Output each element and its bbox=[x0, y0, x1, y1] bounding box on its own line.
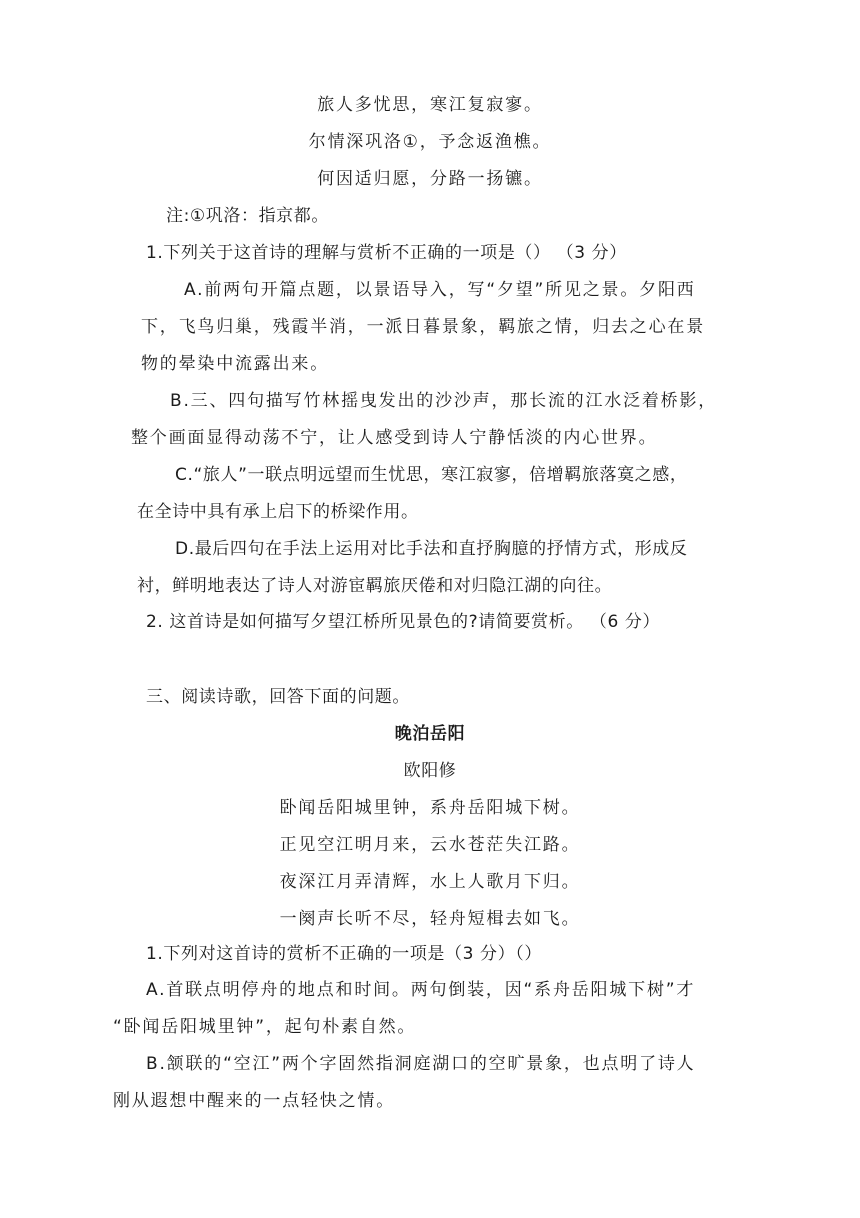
poem2-line-3: 夜深江月弄清辉，水上人歌月下归。 bbox=[279, 872, 581, 892]
poem2-author: 欧阳修 bbox=[403, 761, 457, 781]
option-a-line-2: 下，飞鸟归巢，残霞半消，一派日暮景象，羁旅之情，归去之心在景 bbox=[141, 317, 705, 337]
option-d-line-1: D.最后四句在手法上运用对比手法和直抒胸臆的抒情方式，形成反 bbox=[175, 539, 688, 559]
question-1: 1.下列关于这首诗的理解与赏析不正确的一项是（） （3 分） bbox=[146, 243, 627, 263]
section3-question-1: 1.下列对这首诗的赏析不正确的一项是（3 分）（） bbox=[146, 944, 542, 964]
option-a-line-3: 物的晕染中流露出来。 bbox=[141, 354, 329, 374]
option-c-line-2: 在全诗中具有承上启下的桥梁作用。 bbox=[137, 502, 419, 522]
section3-option-b-line-2: 刚从遐想中醒来的一点轻快之情。 bbox=[113, 1091, 395, 1111]
poem1-line-1: 旅人多忧思，寒江复寂寥。 bbox=[317, 95, 543, 115]
section3-option-a-line-1: A.首联点明停舟的地点和时间。两句倒装，因“系舟岳阳城下树”才 bbox=[146, 980, 696, 1000]
poem1-line-2: 尔情深巩洛①，予念返渔樵。 bbox=[308, 132, 552, 152]
poem2-line-1: 卧闻岳阳城里钟，系舟岳阳城下树。 bbox=[279, 798, 581, 818]
poem1-line-3: 何因适归愿，分路一扬镳。 bbox=[317, 169, 543, 189]
option-a-line-1: A.前两句开篇点题，以景语导入，写“夕望”所见之景。夕阳西 bbox=[184, 280, 696, 300]
section3-option-a-line-2: “卧闻岳阳城里钟”，起句朴素自然。 bbox=[113, 1017, 417, 1037]
section3-option-b-line-1: B.颔联的“空江”两个字固然指洞庭湖口的空旷景象，也点明了诗人 bbox=[146, 1054, 696, 1074]
option-b-line-1: B.三、四句描写竹林摇曳发出的沙沙声，那长流的江水泛着桥影， bbox=[170, 391, 718, 411]
poem2-line-4: 一阕声长听不尽，轻舟短楫去如飞。 bbox=[279, 909, 581, 929]
poem1-note: 注:①巩洛：指京都。 bbox=[166, 206, 329, 226]
option-d-line-2: 衬，鲜明地表达了诗人对游宦羁旅厌倦和对归隐江湖的向往。 bbox=[137, 576, 613, 596]
section3-heading: 三、阅读诗歌，回答下面的问题。 bbox=[146, 687, 410, 707]
poem2-line-2: 正见空江明月来，云水苍茫失江路。 bbox=[279, 835, 581, 855]
option-c-line-1: C.“旅人”一联点明远望而生忧思，寒江寂寥，倍增羁旅落寞之感， bbox=[175, 465, 688, 485]
question-2: 2. 这首诗是如何描写夕望江桥所见景色的?请简要赏析。 （6 分） bbox=[146, 612, 661, 632]
option-b-line-2: 整个画面显得动荡不宁，让人感受到诗人宁静恬淡的内心世界。 bbox=[131, 428, 658, 448]
poem2-title: 晚泊岳阳 bbox=[394, 724, 466, 744]
